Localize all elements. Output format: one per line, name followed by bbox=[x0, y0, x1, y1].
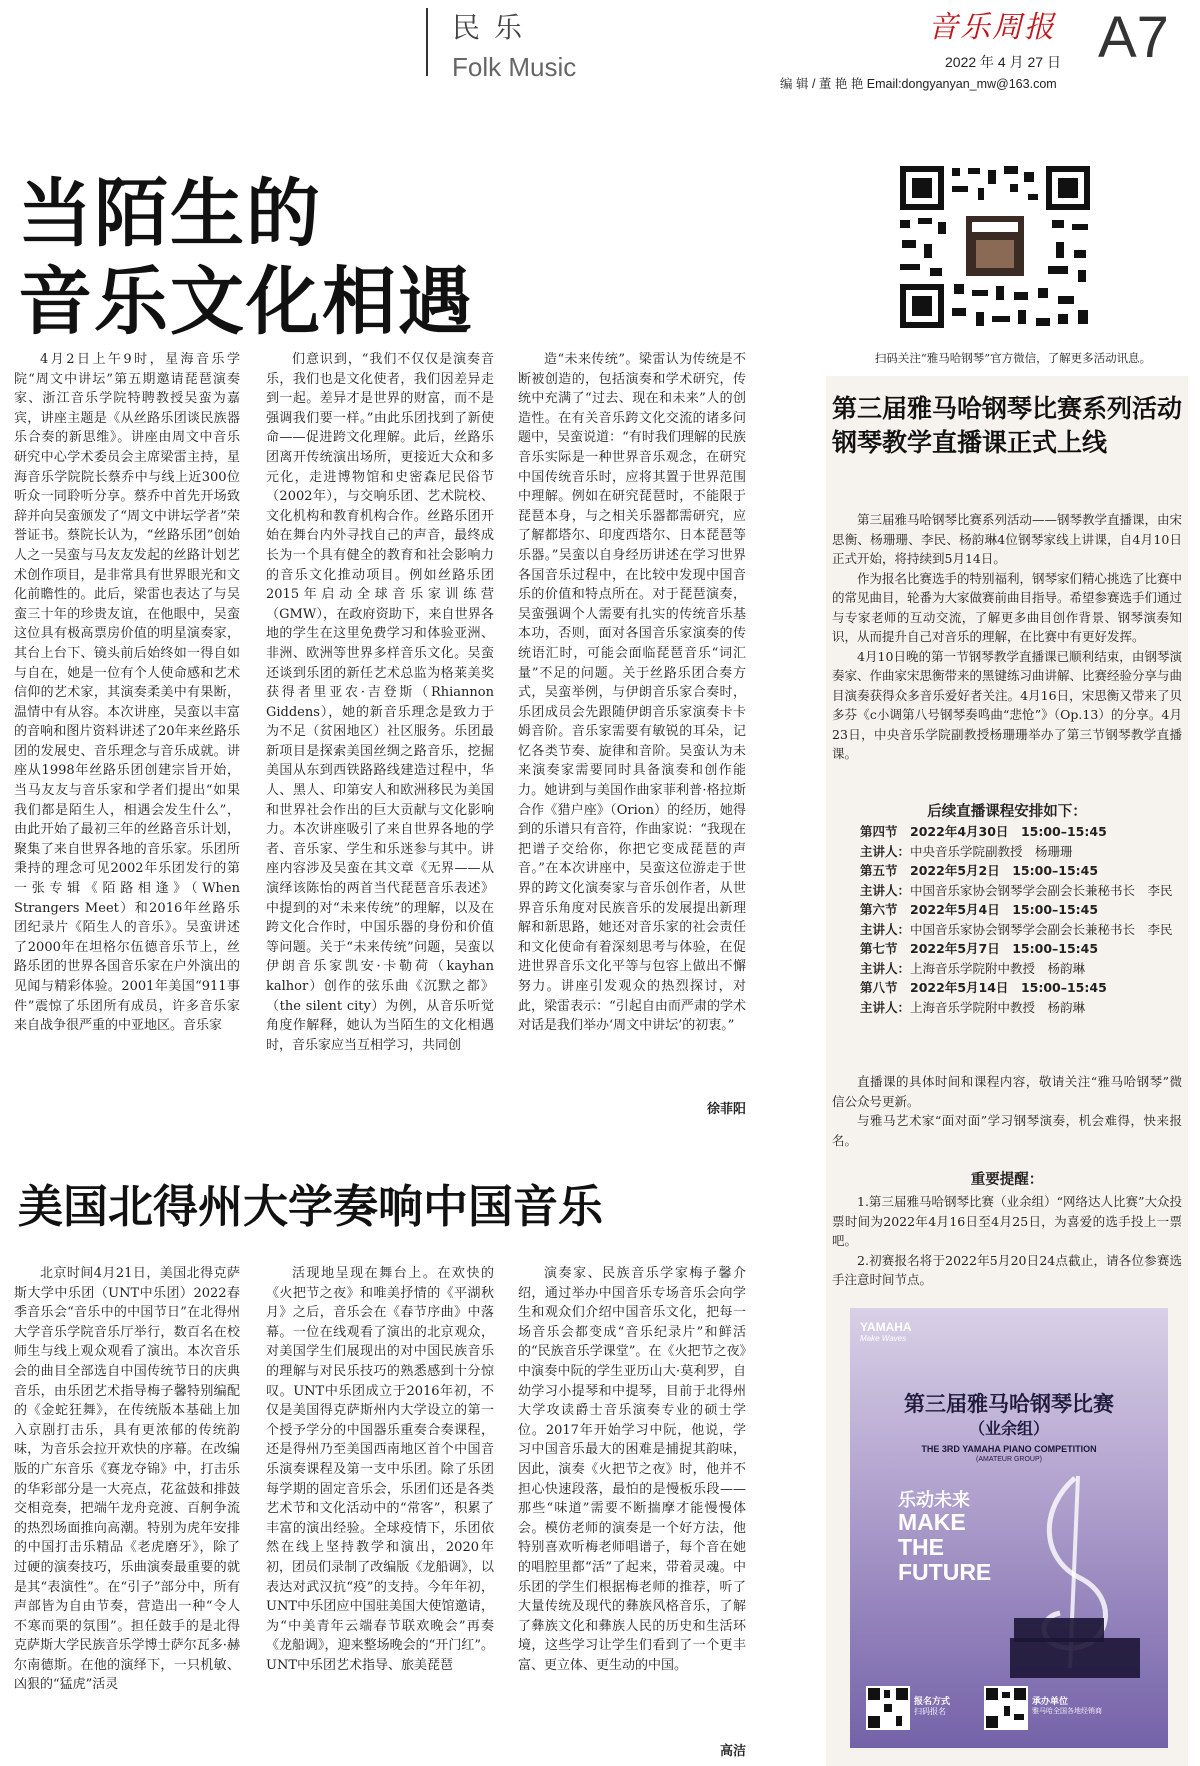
article2-headline: 美国北得州大学奏响中国音乐 bbox=[18, 1180, 604, 1233]
ad-qr-register[interactable] bbox=[866, 1686, 910, 1730]
sidebar-body bbox=[832, 510, 1182, 764]
article1-headline-line1: 当陌生的 bbox=[18, 171, 322, 257]
page-number: A7 bbox=[1098, 5, 1169, 70]
article1-headline-line2: 音乐文化相遇 bbox=[18, 259, 474, 345]
schedule-list bbox=[860, 822, 1180, 1017]
article1-column-2: 们意识到，“我们不仅仅是演奏音乐，我们也是文化使者，我们因差异走到一起。差异才是世界的财富，而不是强调我们要一样。”由此乐团找到了新使命——促进跨文化理解。此后，丝路乐团离开传统演出场所，更接近大众和多元化，走进博物馆和史密森尼民俗节（2002年），与交响乐团、艺术院校、文化机构和教育机构合作。丝路乐团开始在舞台内外寻找自己的声音，最终成长为一个具有健全的教育和社会影响力的音乐文化推动项目。例如丝路乐团2015年启动全球音乐家训练营（GMW），在政府资助下，来自世界各地的学生在这里免费学习和体验亚洲、非洲、欧洲等世界多样音乐文化。吴蛮还谈到乐团的新任艺术总监为格莱美奖获得者里亚农·吉登斯（Rhiannon Giddens），她的新音乐理念是致力于为不足（贫困地区）社区服务。乐团最新项目是探索美国丝绸之路音乐，挖掘美国从东到西铁路路线建造过程中，华人、黑人、印第安人和欧洲移民为美国和世界社会作出的巨大贡献与文化影响力。本次讲座吸引了来自世界各地的学者、音乐家、学生和乐迷参与其中。讲座内容涉及吴蛮在其文章《无界——从演绎该陈怡的两首当代琵琶音乐表述》中提到的对“未来传统”的理解，以及在跨文化合作时，中国乐器的身份和价值等问题。关于“未来传统”问题，吴蛮以伊朗音乐家凯安·卡勒荷（kayhan kalhor）创作的弦乐曲《沉默之都》（the silent city）为例，从音乐听觉角度作解释，她认为当陌生的文化相遇时，音乐家应当互相学习，共同创 bbox=[266, 352, 494, 1053]
schedule-speaker: 中国音乐家协会钢琴学会副会长兼秘书长 李民 bbox=[910, 882, 1173, 898]
section-title-cn: 民乐 bbox=[452, 11, 537, 44]
article1-byline: 徐菲阳 bbox=[706, 1102, 746, 1117]
article2-column-3: 演奏家、民族音乐学家梅子馨介绍，通过举办中国音乐专场音乐会向学生和观众们介绍中国音乐文化，把每一场音乐会都变成“音乐纪录片”和鲜活的“民族音乐学课堂”。在《火把节之夜》中演奏中阮的学生亚历山大·莫利罗，自幼学习小提琴和中提琴，目前于北得州大学攻读爵士音乐演奏专业的硕士学位。2017年开始学习中阮，他说，学习中国音乐最大的困难是捕捉其韵味，因此，演奏《火把节之夜》时，他并不担心快速段落，最怕的是慢板乐段——那些“味道”需要不断揣摩才能慢慢体会。模仿老师的演奏是一个好方法，他特别喜欢听梅老师唱谱子，每个音在她的唱腔里都“活”了起来，带着灵魂。中乐团的学生们根据梅老师的推荐，听了大量传统及现代的彝族风格音乐，了解了彝族文化和彝族人民的历史和生活环境，这些学习让学生们看到了一个更丰富、更立体、更生动的中国。 bbox=[518, 1266, 746, 1673]
reminder-item: 1.第三届雅马哈钢琴比赛（业余组）“网络达人比赛”大众投票时间为2022年4月16日至4月25日，为喜爱的选手投上一票吧。 bbox=[832, 1194, 1182, 1248]
ad-brand-tag: Make Waves bbox=[860, 1334, 907, 1343]
schedule-session: 第七节 bbox=[860, 941, 898, 956]
wechat-qr-code[interactable] bbox=[892, 160, 1098, 335]
ad-register-label: 报名方式 bbox=[914, 1697, 951, 1707]
ad-register-text: 扫码报名 bbox=[914, 1707, 946, 1716]
schedule-date: 2022年4月30日 bbox=[910, 824, 1009, 839]
schedule-time: 15:00–15:45 bbox=[1012, 902, 1099, 917]
reminder-list bbox=[832, 1192, 1182, 1290]
schedule-session: 第八节 bbox=[860, 980, 898, 995]
sidebar-paragraph: 4月10日晚的第一节钢琴教学直播课已顺利结束，由钢琴演奏家、作曲家宋思衡带来的黑键练习曲讲解、比赛经验分享与曲目演奏获得众多音乐爱好者关注。4月16日，宋思衡又带来了贝多芬《c小调第八号钢琴奏鸣曲“悲怆”》（Op.13）的分享。4月23日，中央音乐学院副教授杨珊珊举办了第三节钢琴教学直播课。 bbox=[832, 648, 1183, 761]
schedule-speaker: 上海音乐学院附中教授 杨韵琳 bbox=[910, 960, 1086, 976]
schedule-item bbox=[860, 978, 1180, 1017]
schedule-speaker: 中国音乐家协会钢琴学会副会长兼秘书长 李民 bbox=[910, 921, 1173, 937]
schedule-item bbox=[860, 861, 1180, 900]
ad-make-word: FUTURE bbox=[898, 1559, 992, 1585]
schedule-time: 15:00–15:45 bbox=[1012, 863, 1099, 878]
editor-line: 编 辑 / 董 艳 艳 Email:dongyanyan_mw@163.com bbox=[780, 77, 1057, 91]
article2-column-1: 北京时间4月21日，美国北得克萨斯大学中乐团（UNT中乐团）2022春季音乐会“音乐中的中国节日”在北得州大学音乐学院音乐厅举行，数百名在校师生与线上观众观看了演出。本次音乐会的曲目全部选自中国传统节日的庆典音乐，由乐团艺术指导梅子馨特别编配的《金蛇狂舞》，在传统版本基础上加入京剧打击乐，具有更浓郁的传统韵味，为音乐会拉开欢快的序幕。在改编版的广东音乐《赛龙夺锦》中，打击乐的华彩部分是一大亮点，花盆鼓和排鼓交相竞奏，把端午龙舟竞渡、百舸争流的热烈场面推向高潮。特别为虎年安排的中国打击乐精品《老虎磨牙》，除了过硬的演奏技巧，乐曲演奏最重要的就是其“表演性”。在“引子”部分中，所有声部皆为自由节奏，营造出一种“令人不寒而栗的氛围”。担任鼓手的是北得克萨斯大学民族音乐学博士萨尔瓦多·赫尔南德斯。在他的演绎下，一只机敏、凶狠的“猛虎”活灵 bbox=[14, 1266, 240, 1693]
sidebar-closing bbox=[832, 1072, 1182, 1150]
ad-title: 第三届雅马哈钢琴比赛 bbox=[904, 1391, 1114, 1416]
schedule-session: 第五节 bbox=[860, 863, 898, 878]
ad-organizer-label: 承办单位 bbox=[1032, 1697, 1069, 1707]
schedule-speaker-label: 主讲人： bbox=[860, 999, 911, 1015]
ad-qr-organizer[interactable] bbox=[984, 1686, 1028, 1730]
sidebar-headline: 第三届雅马哈钢琴比赛系列活动钢琴教学直播课正式上线 bbox=[832, 394, 1183, 457]
schedule-speaker-label: 主讲人： bbox=[860, 843, 911, 859]
ad-organizer-text: 雅马哈全国各地经销商 bbox=[1032, 1707, 1102, 1715]
schedule-speaker-label: 主讲人： bbox=[860, 882, 911, 898]
article1-headline bbox=[18, 170, 474, 346]
issue-date: 2022 年 4 月 27 日 bbox=[945, 54, 1061, 70]
ad-english-title: THE 3RD YAMAHA PIANO COMPETITION bbox=[921, 1444, 1097, 1454]
sidebar-paragraph: 与雅马艺术家“面对面”学习钢琴演奏，机会难得，快来报名。 bbox=[832, 1113, 1182, 1148]
schedule-item bbox=[860, 900, 1180, 939]
ad-english-subtitle: (AMATEUR GROUP) bbox=[976, 1456, 1042, 1463]
schedule-speaker: 中央音乐学院副教授 杨珊珊 bbox=[910, 843, 1073, 859]
ad-slogan: 乐动未来 bbox=[898, 1490, 970, 1511]
article1-column-3: 造“未来传统”。梁雷认为传统是不断被创造的，包括演奏和学术研究，传统中充满了“过去、现在和未来”人的创造性。在有关音乐跨文化交流的诸多问题中，吴蛮说道：“有时我们理解的民族音乐实际是一种世界音乐观念，在研究中国传统音乐时，应将其置于世界范围中理解。例如在研究琵琶时，不能限于琵琶本身，与之相关乐器都需研究，应了解都塔尔、印度西塔尔、日本琵琶等乐器。”吴蛮以自身经历讲述在学习世界各国音乐过程中，在比较中发现中国音乐的价值和特点所在。对于琵琶演奏，吴蛮强调个人需要有扎实的传统音乐基本功，否则，面对各国音乐家演奏的传统语汇时，可能会面临琵琶音乐“词汇量”不足的问题。关于丝路乐团合奏方式，吴蛮举例，与伊朗音乐家合奏时，乐团成员会先跟随伊朗音乐家演奏卡卡姆音阶。音乐家需要有敏锐的耳朵，记忆各类节奏、旋律和音阶。吴蛮认为未来演奏家需要同时具备演奏和创作能力。她讲到与美国作曲家菲利普·格拉斯合作《猎户座》（Orion）的经历，她得到的乐谱只有音符，作曲家说：“我现在把谱子交给你，你把它变成琵琶的声音。”在本次讲座中，吴蛮这位游走于世界的跨文化演奏家与音乐创作者，从世界音乐角度对民族音乐的发展提出新理解和新思路，她还对音乐家的社会责任和文化使命有着深刻思考与体验，在促进世界音乐文化平等与包容上做出不懈努力。讲座引发观众的热烈探讨，对此，梁雷表示：“引起自由而严肃的学术对话是我们举办‘周文中讲坛’的初衷。” bbox=[518, 352, 746, 1034]
ad-brand: YAMAHA bbox=[860, 1320, 912, 1334]
schedule-time: 15:00–15:45 bbox=[1012, 941, 1099, 956]
schedule-date: 2022年5月7日 bbox=[910, 941, 1000, 956]
article2-column-2: 活现地呈现在舞台上。在欢快的《火把节之夜》和唯美抒情的《平湖秋月》之后，音乐会在《春节序曲》中落幕。一位在线观看了演出的北京观众，对美国学生们展现出的对中国民族音乐的理解与对民乐技巧的熟悉感到十分惊叹。UNT中乐团成立于2016年初，不仅是美国得克萨斯州内大学设立的第一个授予学分的中国器乐重奏合奏课程，还是得州乃至美国西南地区首个中国音乐演奏课程及第一支中乐团。除了乐团每学期的固定音乐会，乐团们还是各类艺术节和文化活动中的“常客”，积累了丰富的演出经验。全球疫情下，乐团依然在线上坚持教学和演出，2020年初，团员们录制了改编版《龙船调》，以表达对武汉抗“疫”的支持。今年年初，UNT中乐团应中国驻美国大使馆邀请，为“中美青年云端春节联欢晚会”再奏《龙船调》，迎来整场晚会的“开门红”。UNT中乐团艺术指导、旅美琵琶 bbox=[266, 1266, 494, 1673]
reminder-item: 2.初赛报名将于2022年5月20日24点截止，请各位参赛选手注意时间节点。 bbox=[832, 1252, 1182, 1287]
schedule-item bbox=[860, 939, 1180, 978]
schedule-date: 2022年5月4日 bbox=[910, 902, 1000, 917]
sidebar-paragraph: 作为报名比赛选手的特别福利，钢琴家们精心挑选了比赛中的常见曲目，轮番为大家做赛前曲目指导。希望参赛选手们通过与专家老师的互动交流，了解更多曲目创作背景、钢琴演奏知识，从而提升自己对音乐的理解，在比赛中有更好发挥。 bbox=[832, 570, 1183, 644]
sidebar-paragraph: 直播课的具体时间和课程内容，敬请关注“雅马哈钢琴”微信公众号更新。 bbox=[832, 1074, 1182, 1109]
schedule-speaker-label: 主讲人： bbox=[860, 921, 911, 937]
reminder-heading: 重要提醒： bbox=[970, 1172, 1044, 1188]
schedule-date: 2022年5月2日 bbox=[910, 863, 1000, 878]
schedule-time: 15:00–15:45 bbox=[1020, 824, 1107, 839]
schedule-date: 2022年5月14日 bbox=[910, 980, 1009, 995]
article2-byline: 高洁 bbox=[719, 1744, 746, 1759]
masthead-rule bbox=[426, 8, 428, 76]
schedule-session: 第六节 bbox=[860, 902, 898, 917]
sidebar-paragraph: 第三届雅马哈钢琴比赛系列活动——钢琴教学直播课，由宋思衡、杨珊珊、李民、杨韵琳4位钢琴家线上讲课，自4月10日正式开始，将持续到5月14日。 bbox=[832, 512, 1183, 566]
newspaper-logo: 音乐周报 bbox=[928, 10, 1056, 45]
ad-make-word: THE bbox=[898, 1534, 944, 1560]
schedule-item bbox=[860, 822, 1180, 861]
schedule-speaker: 上海音乐学院附中教授 杨韵琳 bbox=[910, 999, 1086, 1015]
article1-column-1: 4月2日上午9时，星海音乐学院“周文中讲坛”第五期邀请琵琶演奏家、浙江音乐学院特聘教授吴蛮为嘉宾，讲座主题是《从丝路乐团谈民族器乐合奏的新思维》。讲座由周文中音乐研究中心学术委员会主席梁雷主持，星海音乐学院院长蔡乔中与线上近300位听众一同聆听分享。蔡乔中首先开场致辞并向吴蛮颁发了“周文中讲坛学者”荣誉证书。蔡院长认为，“丝路乐团”创始人之一吴蛮与马友友发起的丝路计划艺术创作项目，是非常具有世界眼光和文化前瞻性的。此后，梁雷也表达了与吴蛮三十年的珍贵友谊，在他眼中，吴蛮这位具有极高票房价值的明星演奏家，其台上台下、镜头前后始终如一得自如与自在，她是一位有个人使命感和艺术信仰的艺术家，其演奏柔美中有果断，温情中有从容。本次讲座，吴蛮以丰富的音响和图片资料讲述了20年来丝路乐团的发展史、音乐理念与音乐成就。讲座从1998年丝路乐团创建宗旨开始，当马友友与音乐家和学者们提出“如果我们都是陌生人，相遇会发生什么”，由此开始了最初三年的丝路音乐计划，聚集了来自世界各地的音乐家。乐团所秉持的理念可见2002年乐团发行的第一张专辑《陌路相逢》（When Strangers Meet）和2016年丝路乐团纪录片《陌生人的音乐》。吴蛮讲述了2000年在坦格尔伍德音乐节上，丝路乐团的世界各国音乐家在户外演出的见闻与精彩体验。2001年美国“911事件”震惊了乐团所有成员，许多音乐家来自战争很严重的中亚地区。音乐家 bbox=[14, 352, 240, 1034]
schedule-time: 15:00–15:45 bbox=[1020, 980, 1107, 995]
treble-clef-piano-graphic bbox=[1000, 1468, 1150, 1688]
ad-subtitle: （业余组） bbox=[968, 1419, 1049, 1438]
qr-caption: 扫码关注“雅马哈钢琴”官方微信，了解更多活动讯息。 bbox=[874, 351, 1152, 365]
ad-make-the-future bbox=[898, 1510, 991, 1585]
schedule-speaker-label: 主讲人： bbox=[860, 960, 911, 976]
schedule-heading: 后续直播课程安排如下： bbox=[927, 804, 1087, 820]
ad-make-word: MAKE bbox=[898, 1509, 966, 1535]
schedule-session: 第四节 bbox=[860, 824, 898, 839]
section-title-en: Folk Music bbox=[452, 52, 577, 82]
yamaha-competition-ad bbox=[850, 1308, 1168, 1748]
